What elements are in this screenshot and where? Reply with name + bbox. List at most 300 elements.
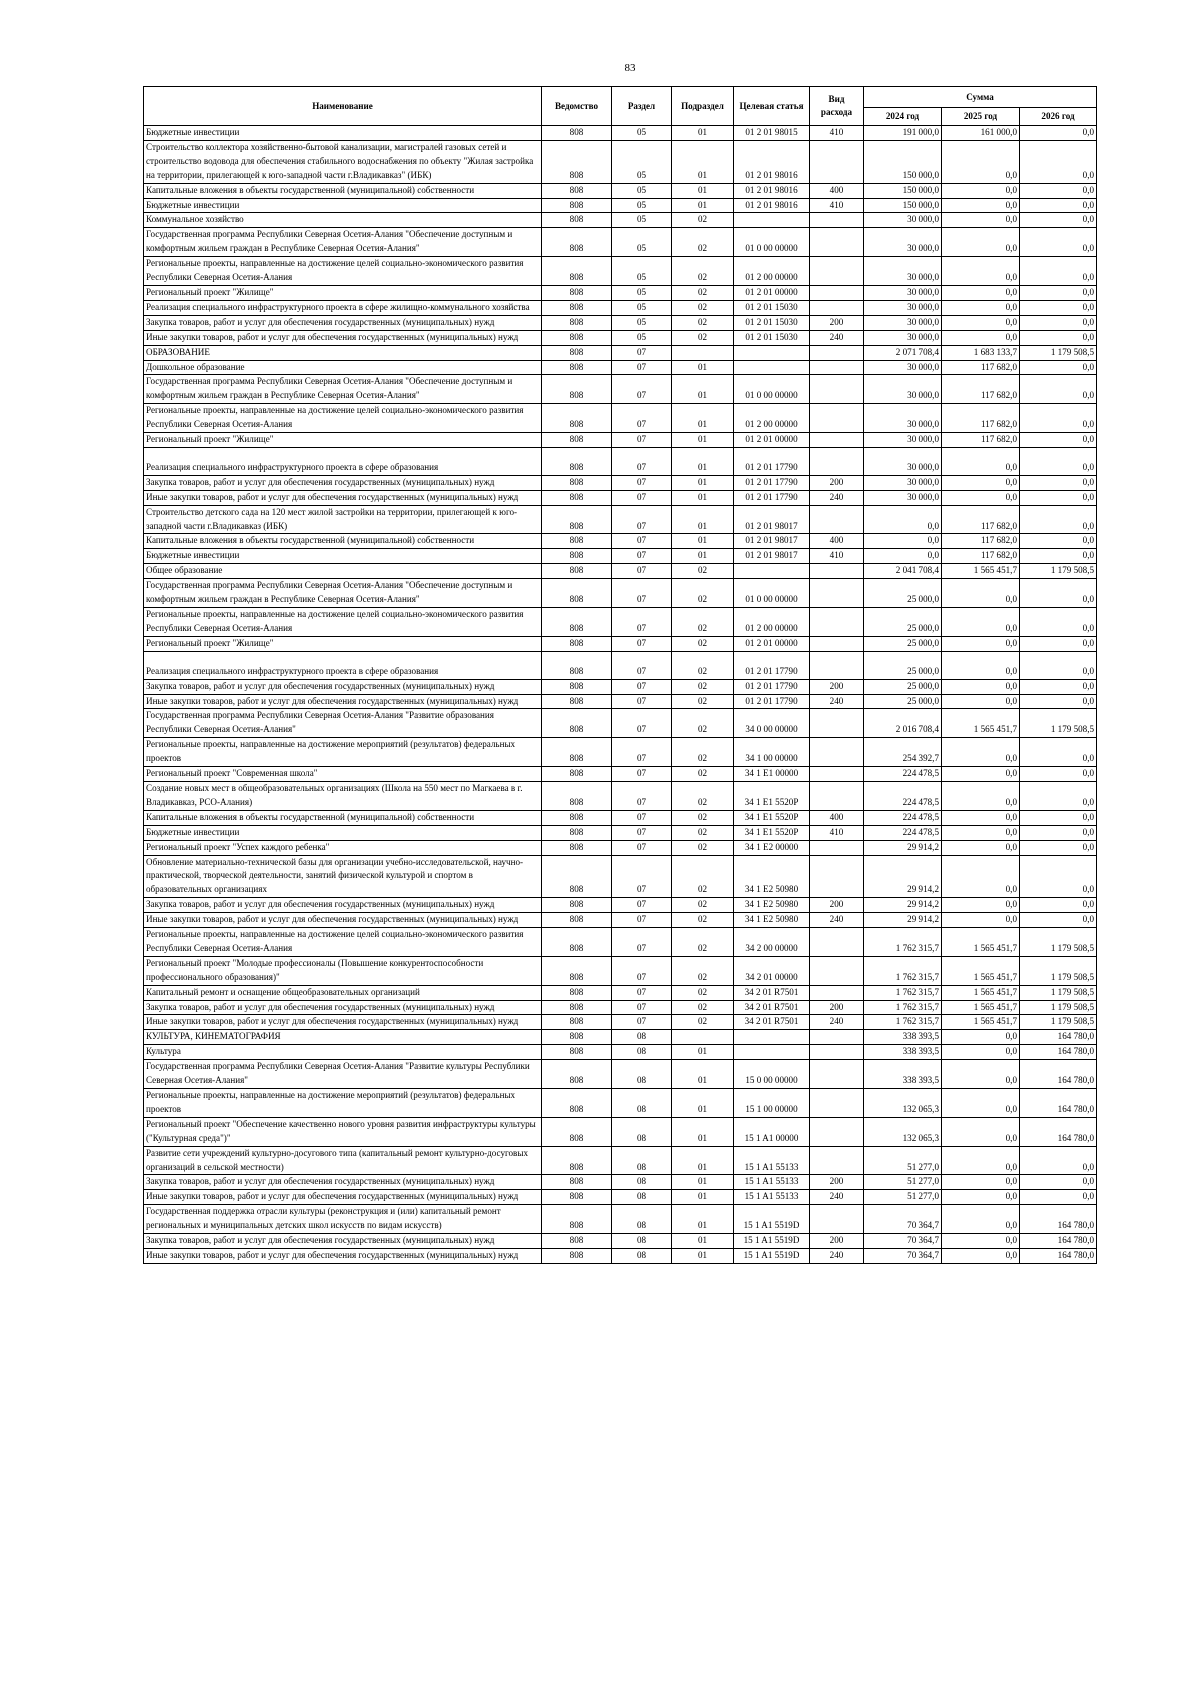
cell-podrazdel: 02	[672, 1000, 734, 1015]
cell-razdel: 08	[612, 1190, 672, 1205]
cell-sum-2024: 150 000,0	[864, 140, 942, 183]
cell-sum-2024: 29 914,2	[864, 898, 942, 913]
cell-sum-2026: 164 780,0	[1020, 1234, 1097, 1249]
cell-sum-2024: 1 762 315,7	[864, 1000, 942, 1015]
table-row	[144, 1175, 1097, 1190]
header-podrazdel: Подраздел	[672, 87, 734, 126]
cell-vedomstvo: 808	[542, 330, 612, 345]
table-row	[144, 534, 1097, 549]
cell-sum-2024: 51 277,0	[864, 1190, 942, 1205]
cell-sum-2025: 0,0	[942, 651, 1020, 679]
cell-sum-2026: 1 179 508,5	[1020, 928, 1097, 957]
cell-razdel: 07	[612, 898, 672, 913]
table-row	[144, 738, 1097, 767]
cell-sum-2026: 1 179 508,5	[1020, 1015, 1097, 1030]
table-row	[144, 126, 1097, 141]
cell-name: Закупка товаров, работ и услуг для обеспечения государственных (муниципальных) нужд	[144, 1234, 542, 1249]
cell-podrazdel: 02	[672, 228, 734, 257]
cell-expense-type: 200	[810, 315, 864, 330]
cell-razdel: 05	[612, 285, 672, 300]
cell-sum-2026: 0,0	[1020, 447, 1097, 475]
cell-expense-type: 200	[810, 1000, 864, 1015]
cell-sum-2026: 1 179 508,5	[1020, 345, 1097, 360]
cell-podrazdel: 01	[672, 1089, 734, 1118]
cell-sum-2026: 0,0	[1020, 490, 1097, 505]
cell-sum-2024: 338 393,5	[864, 1030, 942, 1045]
cell-razdel: 08	[612, 1248, 672, 1263]
table-row	[144, 781, 1097, 810]
cell-sum-2026: 0,0	[1020, 140, 1097, 183]
cell-name: Государственная программа Республики Северная Осетия-Алания "Обеспечение доступным и комфортным жильем граждан в Республике Северная Осетия-Алания"	[144, 579, 542, 608]
cell-sum-2025: 0,0	[942, 198, 1020, 213]
table-row	[144, 285, 1097, 300]
cell-sum-2025: 117 682,0	[942, 534, 1020, 549]
cell-vedomstvo: 808	[542, 375, 612, 404]
cell-razdel: 07	[612, 694, 672, 709]
cell-vedomstvo: 808	[542, 738, 612, 767]
cell-razdel: 08	[612, 1234, 672, 1249]
table-row	[144, 183, 1097, 198]
cell-podrazdel: 02	[672, 608, 734, 637]
cell-podrazdel: 02	[672, 564, 734, 579]
cell-vedomstvo: 808	[542, 1089, 612, 1118]
cell-razdel: 07	[612, 810, 672, 825]
cell-sum-2025: 0,0	[942, 738, 1020, 767]
cell-name: Дошкольное образование	[144, 360, 542, 375]
cell-expense-type	[810, 257, 864, 286]
cell-sum-2025: 1 565 451,7	[942, 709, 1020, 738]
cell-vedomstvo: 808	[542, 913, 612, 928]
cell-razdel: 08	[612, 1030, 672, 1045]
cell-sum-2024: 2 071 708,4	[864, 345, 942, 360]
cell-vedomstvo: 808	[542, 140, 612, 183]
cell-expense-type: 240	[810, 330, 864, 345]
cell-vedomstvo: 808	[542, 1248, 612, 1263]
cell-sum-2025: 0,0	[942, 140, 1020, 183]
cell-podrazdel: 02	[672, 840, 734, 855]
cell-vedomstvo: 808	[542, 781, 612, 810]
table-row	[144, 767, 1097, 782]
cell-expense-type: 400	[810, 183, 864, 198]
cell-vedomstvo: 808	[542, 1030, 612, 1045]
cell-vedomstvo: 808	[542, 956, 612, 985]
cell-name: Обновление материально-технической базы для организации учебно-исследовательской, научно-практической, творческой деятельности, занятий физической культурой и спортом в образовательных организациях	[144, 855, 542, 898]
cell-sum-2024: 191 000,0	[864, 126, 942, 141]
cell-sum-2025: 0,0	[942, 694, 1020, 709]
cell-podrazdel: 01	[672, 1190, 734, 1205]
table-row	[144, 475, 1097, 490]
cell-razdel: 07	[612, 913, 672, 928]
cell-sum-2024: 70 364,7	[864, 1234, 942, 1249]
table-row	[144, 956, 1097, 985]
cell-expense-type: 410	[810, 549, 864, 564]
cell-name: Иные закупки товаров, работ и услуг для обеспечения государственных (муниципальных) нужд	[144, 490, 542, 505]
cell-podrazdel: 02	[672, 213, 734, 228]
cell-target-article	[734, 345, 810, 360]
cell-target-article: 34 1 E1 5520P	[734, 825, 810, 840]
cell-name: Культура	[144, 1045, 542, 1060]
cell-sum-2025: 1 565 451,7	[942, 928, 1020, 957]
cell-sum-2025: 0,0	[942, 447, 1020, 475]
cell-sum-2024: 29 914,2	[864, 840, 942, 855]
cell-razdel: 05	[612, 198, 672, 213]
cell-razdel: 07	[612, 345, 672, 360]
cell-sum-2026: 0,0	[1020, 549, 1097, 564]
cell-name: Реализация специального инфраструктурного проекта в сфере жилищно-коммунального хозяйства	[144, 300, 542, 315]
cell-sum-2025: 0,0	[942, 898, 1020, 913]
cell-target-article: 34 1 E2 50980	[734, 898, 810, 913]
cell-vedomstvo: 808	[542, 549, 612, 564]
cell-podrazdel: 02	[672, 956, 734, 985]
cell-name: Государственная программа Республики Северная Осетия-Алания "Развитие культуры Республики Северная Осетия-Алания"	[144, 1060, 542, 1089]
table-row	[144, 1190, 1097, 1205]
cell-razdel: 08	[612, 1060, 672, 1089]
cell-podrazdel: 02	[672, 300, 734, 315]
cell-expense-type	[810, 1045, 864, 1060]
cell-sum-2026: 0,0	[1020, 505, 1097, 534]
cell-sum-2025: 0,0	[942, 679, 1020, 694]
cell-expense-type	[810, 636, 864, 651]
cell-sum-2026: 0,0	[1020, 404, 1097, 433]
cell-razdel: 07	[612, 840, 672, 855]
cell-podrazdel: 01	[672, 447, 734, 475]
cell-sum-2026: 0,0	[1020, 636, 1097, 651]
cell-sum-2026: 164 780,0	[1020, 1089, 1097, 1118]
cell-sum-2024: 2 041 708,4	[864, 564, 942, 579]
cell-vedomstvo: 808	[542, 636, 612, 651]
cell-sum-2024: 224 478,5	[864, 767, 942, 782]
cell-sum-2024: 30 000,0	[864, 228, 942, 257]
cell-podrazdel: 02	[672, 651, 734, 679]
cell-expense-type: 200	[810, 898, 864, 913]
cell-sum-2026: 0,0	[1020, 855, 1097, 898]
cell-podrazdel: 01	[672, 375, 734, 404]
cell-target-article: 15 1 00 00000	[734, 1089, 810, 1118]
cell-razdel: 08	[612, 1175, 672, 1190]
table-row	[144, 985, 1097, 1000]
cell-name: Региональные проекты, направленные на достижение целей социально-экономического развития Республики Северная Осетия-Алания	[144, 928, 542, 957]
cell-sum-2026: 164 780,0	[1020, 1060, 1097, 1089]
cell-razdel: 07	[612, 447, 672, 475]
cell-sum-2025: 117 682,0	[942, 505, 1020, 534]
cell-sum-2026: 164 780,0	[1020, 1117, 1097, 1146]
cell-expense-type	[810, 345, 864, 360]
cell-podrazdel: 02	[672, 709, 734, 738]
cell-name: ОБРАЗОВАНИЕ	[144, 345, 542, 360]
cell-vedomstvo: 808	[542, 1045, 612, 1060]
cell-sum-2024: 70 364,7	[864, 1248, 942, 1263]
table-row	[144, 1146, 1097, 1175]
table-row	[144, 898, 1097, 913]
cell-sum-2025: 0,0	[942, 1060, 1020, 1089]
cell-sum-2026: 0,0	[1020, 825, 1097, 840]
cell-target-article: 34 1 E2 50980	[734, 913, 810, 928]
table-row	[144, 345, 1097, 360]
cell-sum-2024: 25 000,0	[864, 679, 942, 694]
cell-expense-type	[810, 433, 864, 448]
cell-razdel: 07	[612, 1015, 672, 1030]
cell-vedomstvo: 808	[542, 404, 612, 433]
cell-sum-2025: 0,0	[942, 855, 1020, 898]
cell-name: Государственная программа Республики Северная Осетия-Алания "Обеспечение доступным и комфортным жильем граждан в Республике Северная Осетия-Алания"	[144, 375, 542, 404]
cell-razdel: 07	[612, 608, 672, 637]
cell-sum-2024: 132 065,3	[864, 1089, 942, 1118]
cell-sum-2025: 0,0	[942, 1175, 1020, 1190]
cell-sum-2024: 25 000,0	[864, 651, 942, 679]
cell-expense-type	[810, 447, 864, 475]
table-row	[144, 1117, 1097, 1146]
cell-target-article: 34 1 00 00000	[734, 738, 810, 767]
cell-sum-2025: 0,0	[942, 781, 1020, 810]
cell-expense-type	[810, 928, 864, 957]
cell-name: Капитальные вложения в объекты государственной (муниципальной) собственности	[144, 810, 542, 825]
cell-razdel: 08	[612, 1117, 672, 1146]
cell-sum-2024: 30 000,0	[864, 213, 942, 228]
cell-name: Закупка товаров, работ и услуг для обеспечения государственных (муниципальных) нужд	[144, 1175, 542, 1190]
cell-target-article: 34 1 E2 50980	[734, 855, 810, 898]
cell-razdel: 07	[612, 767, 672, 782]
table-row	[144, 1000, 1097, 1015]
cell-target-article: 01 2 01 98015	[734, 126, 810, 141]
cell-vedomstvo: 808	[542, 840, 612, 855]
cell-target-article: 01 2 01 98016	[734, 140, 810, 183]
cell-name: Реализация специального инфраструктурного проекта в сфере образования	[144, 447, 542, 475]
table-row	[144, 1248, 1097, 1263]
cell-razdel: 07	[612, 375, 672, 404]
cell-sum-2025: 0,0	[942, 475, 1020, 490]
cell-name: Иные закупки товаров, работ и услуг для обеспечения государственных (муниципальных) нужд	[144, 1248, 542, 1263]
cell-vedomstvo: 808	[542, 1060, 612, 1089]
cell-podrazdel: 01	[672, 1060, 734, 1089]
cell-razdel: 07	[612, 781, 672, 810]
cell-sum-2024: 132 065,3	[864, 1117, 942, 1146]
cell-sum-2025: 0,0	[942, 1117, 1020, 1146]
cell-target-article: 01 2 01 00000	[734, 636, 810, 651]
cell-name: Иные закупки товаров, работ и услуг для обеспечения государственных (муниципальных) нужд	[144, 694, 542, 709]
cell-sum-2025: 0,0	[942, 840, 1020, 855]
table-row	[144, 651, 1097, 679]
cell-sum-2025: 0,0	[942, 1045, 1020, 1060]
cell-expense-type	[810, 1146, 864, 1175]
table-row	[144, 1045, 1097, 1060]
cell-name: Региональный проект "Жилище"	[144, 433, 542, 448]
cell-sum-2024: 25 000,0	[864, 608, 942, 637]
cell-vedomstvo: 808	[542, 810, 612, 825]
cell-vedomstvo: 808	[542, 1015, 612, 1030]
cell-vedomstvo: 808	[542, 1205, 612, 1234]
cell-expense-type	[810, 651, 864, 679]
cell-podrazdel	[672, 345, 734, 360]
cell-sum-2024: 25 000,0	[864, 694, 942, 709]
cell-expense-type	[810, 738, 864, 767]
cell-vedomstvo: 808	[542, 855, 612, 898]
cell-target-article: 34 2 01 R7501	[734, 985, 810, 1000]
cell-sum-2024: 25 000,0	[864, 579, 942, 608]
cell-vedomstvo: 808	[542, 345, 612, 360]
cell-podrazdel: 01	[672, 198, 734, 213]
cell-podrazdel: 01	[672, 183, 734, 198]
cell-razdel: 07	[612, 404, 672, 433]
cell-sum-2024: 338 393,5	[864, 1060, 942, 1089]
table-row	[144, 1234, 1097, 1249]
cell-sum-2024: 30 000,0	[864, 285, 942, 300]
cell-podrazdel: 02	[672, 985, 734, 1000]
cell-razdel: 08	[612, 1205, 672, 1234]
header-expense-type: Вид расхода	[810, 87, 864, 126]
cell-sum-2024: 338 393,5	[864, 1045, 942, 1060]
cell-sum-2024: 30 000,0	[864, 375, 942, 404]
cell-vedomstvo: 808	[542, 360, 612, 375]
cell-sum-2024: 30 000,0	[864, 300, 942, 315]
cell-podrazdel: 02	[672, 767, 734, 782]
table-row	[144, 636, 1097, 651]
table-row	[144, 694, 1097, 709]
cell-sum-2026: 0,0	[1020, 1146, 1097, 1175]
cell-razdel: 07	[612, 825, 672, 840]
cell-target-article: 01 2 01 98017	[734, 505, 810, 534]
table-row	[144, 505, 1097, 534]
cell-sum-2024: 29 914,2	[864, 855, 942, 898]
cell-sum-2025: 0,0	[942, 608, 1020, 637]
cell-expense-type: 200	[810, 679, 864, 694]
cell-expense-type	[810, 1060, 864, 1089]
table-row	[144, 257, 1097, 286]
cell-expense-type: 400	[810, 810, 864, 825]
cell-vedomstvo: 808	[542, 1000, 612, 1015]
cell-target-article: 15 1 A1 00000	[734, 1117, 810, 1146]
cell-sum-2024: 224 478,5	[864, 810, 942, 825]
cell-sum-2025: 0,0	[942, 1248, 1020, 1263]
cell-sum-2024: 0,0	[864, 549, 942, 564]
cell-expense-type	[810, 767, 864, 782]
table-row	[144, 315, 1097, 330]
cell-vedomstvo: 808	[542, 825, 612, 840]
cell-name: Развитие сети учреждений культурно-досугового типа (капитальный ремонт культурно-досуговых организаций в сельской местности)	[144, 1146, 542, 1175]
table-row	[144, 564, 1097, 579]
cell-sum-2026: 0,0	[1020, 183, 1097, 198]
cell-podrazdel: 02	[672, 315, 734, 330]
cell-sum-2026: 0,0	[1020, 228, 1097, 257]
cell-sum-2024: 30 000,0	[864, 475, 942, 490]
cell-name: Государственная программа Республики Северная Осетия-Алания "Развитие образования Республики Северная Осетия-Алания"	[144, 709, 542, 738]
cell-expense-type: 240	[810, 490, 864, 505]
cell-sum-2025: 0,0	[942, 1146, 1020, 1175]
table-row	[144, 810, 1097, 825]
table-row	[144, 840, 1097, 855]
cell-vedomstvo: 808	[542, 126, 612, 141]
cell-target-article	[734, 360, 810, 375]
cell-target-article: 34 1 E1 5520P	[734, 810, 810, 825]
cell-vedomstvo: 808	[542, 534, 612, 549]
cell-expense-type	[810, 228, 864, 257]
cell-razdel: 07	[612, 709, 672, 738]
cell-podrazdel: 01	[672, 505, 734, 534]
cell-target-article	[734, 564, 810, 579]
cell-target-article	[734, 1030, 810, 1045]
cell-podrazdel: 01	[672, 1248, 734, 1263]
cell-sum-2026: 0,0	[1020, 257, 1097, 286]
cell-sum-2025: 1 683 133,7	[942, 345, 1020, 360]
cell-name: Иные закупки товаров, работ и услуг для обеспечения государственных (муниципальных) нужд	[144, 1015, 542, 1030]
cell-expense-type	[810, 840, 864, 855]
cell-sum-2025: 0,0	[942, 913, 1020, 928]
cell-razdel: 07	[612, 636, 672, 651]
cell-sum-2024: 1 762 315,7	[864, 1015, 942, 1030]
cell-podrazdel: 02	[672, 694, 734, 709]
cell-expense-type	[810, 1089, 864, 1118]
table-row	[144, 1030, 1097, 1045]
cell-vedomstvo: 808	[542, 475, 612, 490]
cell-name: Региональный проект "Обеспечение качественно нового уровня развития инфраструктуры культуры ("Культурная среда")"	[144, 1117, 542, 1146]
cell-sum-2026: 0,0	[1020, 913, 1097, 928]
cell-vedomstvo: 808	[542, 490, 612, 505]
cell-sum-2024: 51 277,0	[864, 1175, 942, 1190]
cell-target-article: 01 2 01 00000	[734, 433, 810, 448]
table-row	[144, 490, 1097, 505]
cell-sum-2025: 0,0	[942, 257, 1020, 286]
table-row	[144, 1089, 1097, 1118]
cell-target-article: 34 0 00 00000	[734, 709, 810, 738]
cell-expense-type	[810, 956, 864, 985]
cell-sum-2024: 150 000,0	[864, 198, 942, 213]
cell-expense-type	[810, 505, 864, 534]
cell-target-article: 01 2 01 98016	[734, 198, 810, 213]
cell-sum-2025: 0,0	[942, 579, 1020, 608]
cell-sum-2026: 0,0	[1020, 285, 1097, 300]
cell-name: Капитальный ремонт и оснащение общеобразовательных организаций	[144, 985, 542, 1000]
table-row	[144, 198, 1097, 213]
cell-vedomstvo: 808	[542, 1175, 612, 1190]
cell-sum-2026: 0,0	[1020, 694, 1097, 709]
header-name: Наименование	[144, 87, 542, 126]
budget-table	[143, 86, 1097, 1264]
cell-target-article: 15 1 A1 5519D	[734, 1234, 810, 1249]
cell-target-article: 01 2 01 17790	[734, 651, 810, 679]
cell-name: Реализация специального инфраструктурного проекта в сфере образования	[144, 651, 542, 679]
cell-name: Создание новых мест в общеобразовательных организациях (Школа на 550 мест по Магкаева в г. Владикавказ, РСО-Алания)	[144, 781, 542, 810]
cell-sum-2024: 30 000,0	[864, 360, 942, 375]
cell-razdel: 05	[612, 140, 672, 183]
cell-sum-2026: 1 179 508,5	[1020, 1000, 1097, 1015]
table-row	[144, 855, 1097, 898]
cell-name: Бюджетные инвестиции	[144, 198, 542, 213]
cell-expense-type: 410	[810, 126, 864, 141]
cell-sum-2024: 30 000,0	[864, 447, 942, 475]
cell-razdel: 07	[612, 956, 672, 985]
cell-target-article	[734, 1045, 810, 1060]
cell-sum-2024: 254 392,7	[864, 738, 942, 767]
cell-podrazdel	[672, 1030, 734, 1045]
cell-sum-2026: 0,0	[1020, 475, 1097, 490]
cell-podrazdel: 02	[672, 898, 734, 913]
cell-sum-2025: 0,0	[942, 213, 1020, 228]
cell-sum-2026: 0,0	[1020, 126, 1097, 141]
cell-sum-2026: 0,0	[1020, 767, 1097, 782]
cell-expense-type	[810, 855, 864, 898]
cell-target-article: 01 2 01 15030	[734, 315, 810, 330]
cell-name: Иные закупки товаров, работ и услуг для обеспечения государственных (муниципальных) нужд	[144, 913, 542, 928]
cell-name: Региональный проект "Успех каждого ребенка"	[144, 840, 542, 855]
cell-target-article: 15 1 A1 55133	[734, 1190, 810, 1205]
cell-name: Региональные проекты, направленные на достижение целей социально-экономического развития Республики Северная Осетия-Алания	[144, 404, 542, 433]
cell-target-article: 34 2 00 00000	[734, 928, 810, 957]
cell-name: Бюджетные инвестиции	[144, 549, 542, 564]
cell-podrazdel: 02	[672, 738, 734, 767]
table-row	[144, 330, 1097, 345]
cell-sum-2026: 0,0	[1020, 810, 1097, 825]
table-row	[144, 375, 1097, 404]
cell-sum-2026: 0,0	[1020, 315, 1097, 330]
